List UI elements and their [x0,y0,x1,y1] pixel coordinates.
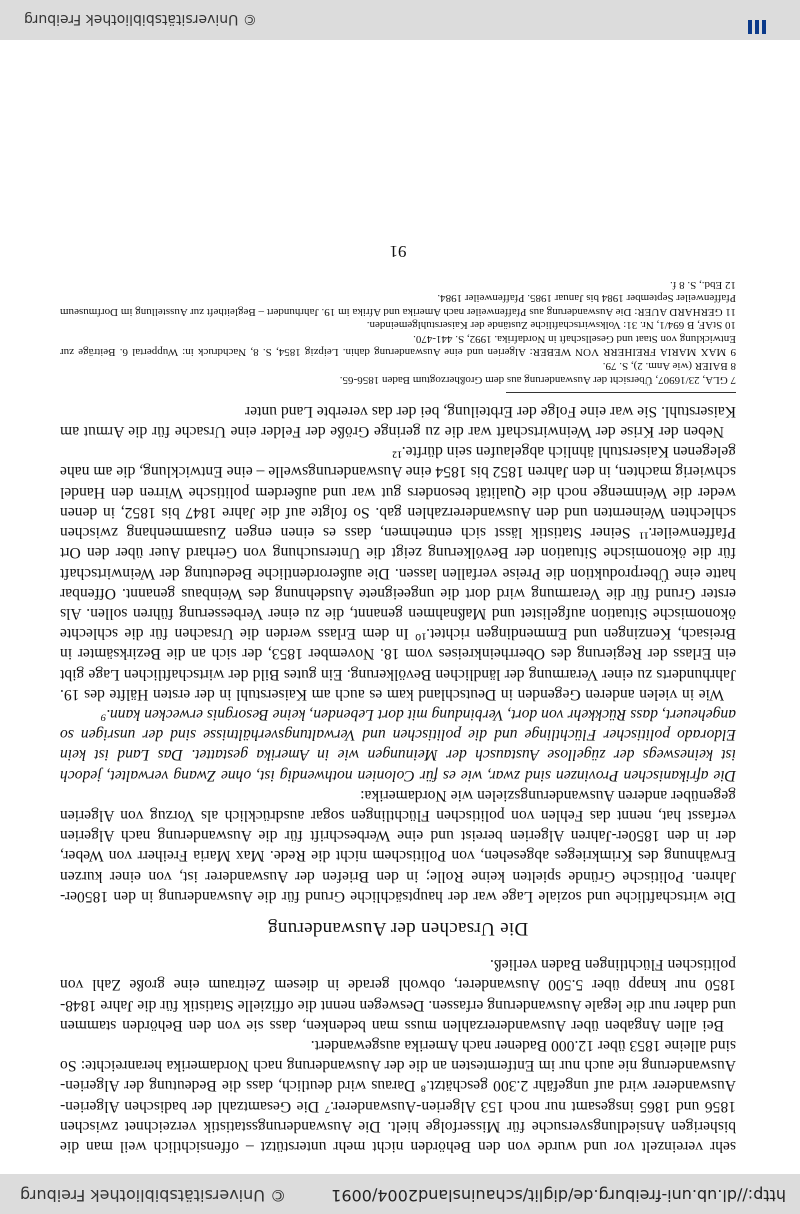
viewer-footer-bar [0,1174,800,1214]
body-text [60,401,736,1156]
paragraph: Wie in vielen anderen Gegenden in Deutschland kam es auch am Kaiserstuhl in der ersten Hälfte des 19. Jahrhunderts zu einer Verarmung der ländlichen Bevölkerung. Ein gutes Bild der wirtschaftlichen Lage gibt ein Erlass der Regierung des Oberrheinkreises vom 18. November 1853, der sich an die Bezirksämter in Breisach, Kenzingen und Emmendingen richtet.¹⁰ In dem Erlass werden die Ursachen für die schlechte ökonomische Situation aufgelistet und Maßnahmen genannt, die zu einer Verbesserung führen sollen. Als erster Grund für die Verarmung wird dort die ungeeignete Ausdehnung des Weinbaus genannt. Offenbar hatte eine Überproduktion die Preise verfallen lassen. Die außerordentliche Bedeutung der Weinwirtschaft für die ökonomische Situation der Bevölkerung zeigt die Untersuchung von Gerhard Auer über den Ort Pfaffenweiler.¹¹ Seiner Statistik lässt sich entnehmen, dass es einen engen Zusammenhang zwischen schlechten Weinernten und den Auswandererzahlen gab. So folgte auf die Jahre 1847 bis 1852, in denen weder die Weinmenge noch die Qualität besonders gut war und außerdem politische Wirren den Handel schwierig machten, in den Jahren 1852 bis 1854 eine Auswanderungswelle – eine Entwicklung, die am nahe gelegenen Kaiserstuhl ähnlich abgelaufen sein dürfte.¹² [60,443,736,703]
footnote: 11 GERHARD AUER: Die Auswanderung aus Pfaffenweiler nach Amerika und Afrika im 19. Jahrhundert – Begleitheft zur Ausstellung im Dorfmuseum Pfaffenweiler September 1984 bis Januar 1985. Pfaffenweiler 1984. [60,292,736,318]
footnote: 10 StAF, B 694/1, Nr. 31: Volkswirtschaftliche Zustände der Kaiserstuhlgemeinden. [366,319,736,332]
viewer-header-bar [0,0,800,40]
copyright-notice: © Universitätsbibliothek Freiburg [24,11,257,27]
section-heading: Die Ursachen der Auswanderung [267,917,529,939]
footnote: 7 GLA, 23/16907, Übersicht der Auswanderung aus dem Großherzogtum Baden 1856-65. [339,373,736,386]
footnotes [60,277,736,386]
block-quote: Die afrikanischen Provinzen sind zwar, wie es für Colonien nothwendig ist, ohne Zwang verwaltet, jedoch ist keineswegs der zügellose Austausch der Meinungen wie in Amerika gestattet. Das Land ist kein Eldorado politischer Flüchtlinge und die politischen und Verwaltungsverhältnisse sind der unsrigen so angeheuert, dass Rückkehr von dort, Verbindung mit dort Lebenden, keine Besorgnis erwecken kann.⁹ [60,705,736,784]
page-url-link[interactable]: http://dl.ub.uni-freiburg.de/diglit/schauinsland2004/0091 [331,1186,786,1205]
library-logo-icon [748,20,766,34]
copyright-notice: © Universitätsbibliothek Freiburg [20,1186,287,1205]
paragraph: Die wirtschaftliche und soziale Lage war der hauptsächliche Grund für die Auswanderung in den 1850er-Jahren. Politische Gründe spielten keine Rolle; in den Briefen der Auswanderer ist, von einer kurzen Erwähnung des Krimkrieges abgesehen, von Politischem nicht die Rede. Max Maria Freiherr von Weber, der in den 1850er-Jahren Algerien bereist und eine Werbeschrift für die Auswanderung nach Algerien verfasst hat, nennt das Fehlen von politischen Flüchtlingen sogar ausdrücklich als Vorzug von Algerien gegenüber anderen Auswanderungszielen wie Nordamerika: [60,786,736,905]
footnote: 8 BAIER (wie Anm. 2), S. 79. [602,360,736,373]
footnote: 9 MAX MARIA FREIHERR VON WEBER: Algerien und eine Auswanderung dahin. Leipzig 1854, S. 8, Nachdruck in: Wuppertal 6. Beiträge zur Entwicklung von Staat und Gesellschaft in Nordafrika. 1992, S. 441-470. [60,332,736,359]
footnote-divider [506,392,736,393]
footnote: 12 Ebd., S. 8 f. [670,278,736,291]
paragraph: Neben der Krise der Weinwirtschaft war die zu geringe Größe der Felder eine Ursache für die Armut am Kaiserstuhl. Sie war eine Folge der Erbteilung, bei der das vererbte Land unter [60,402,736,441]
scanned-page [60,217,736,1156]
paragraph: sehr vereinzelt vor und wurde von den Behörden nicht mehr unterstützt – offensichtlich weil man die bisherigen Ansiedlungsversuche für Misserfolge hielt. Die Auswanderungsstatistik verzeichnet zwischen 1856 und 1865 insgesamt nur noch 153 Algerien-Auswanderer.⁷ Die Gesamtzahl der badischen Algerien-Auswanderer wird auf ungefähr 2.300 geschätzt.⁸ Daraus wird deutlich, dass die Bedeutung der Algerien-Auswanderung nie auch nur im Entferntesten an die der Auswanderung nach Nordamerika heranreichte: So sind alleine 1853 über 12.000 Badener nach Amerika ausgewandert. [60,1036,736,1155]
page-number: 91 [389,241,407,261]
paragraph: Bei allen Angaben über Auswandererzahlen muss man bedenken, dass sie von den Behörden stammen und daher nur die legale Auswanderung erfassen. Deswegen nennt die offizielle Statistik für die Jahre 1848-1850 nur knapp über 5.500 Auswanderer, obwohl gerade in diesem Zeitraum eine große Zahl von politischen Flüchtlingen Baden verließ. [60,956,736,1034]
